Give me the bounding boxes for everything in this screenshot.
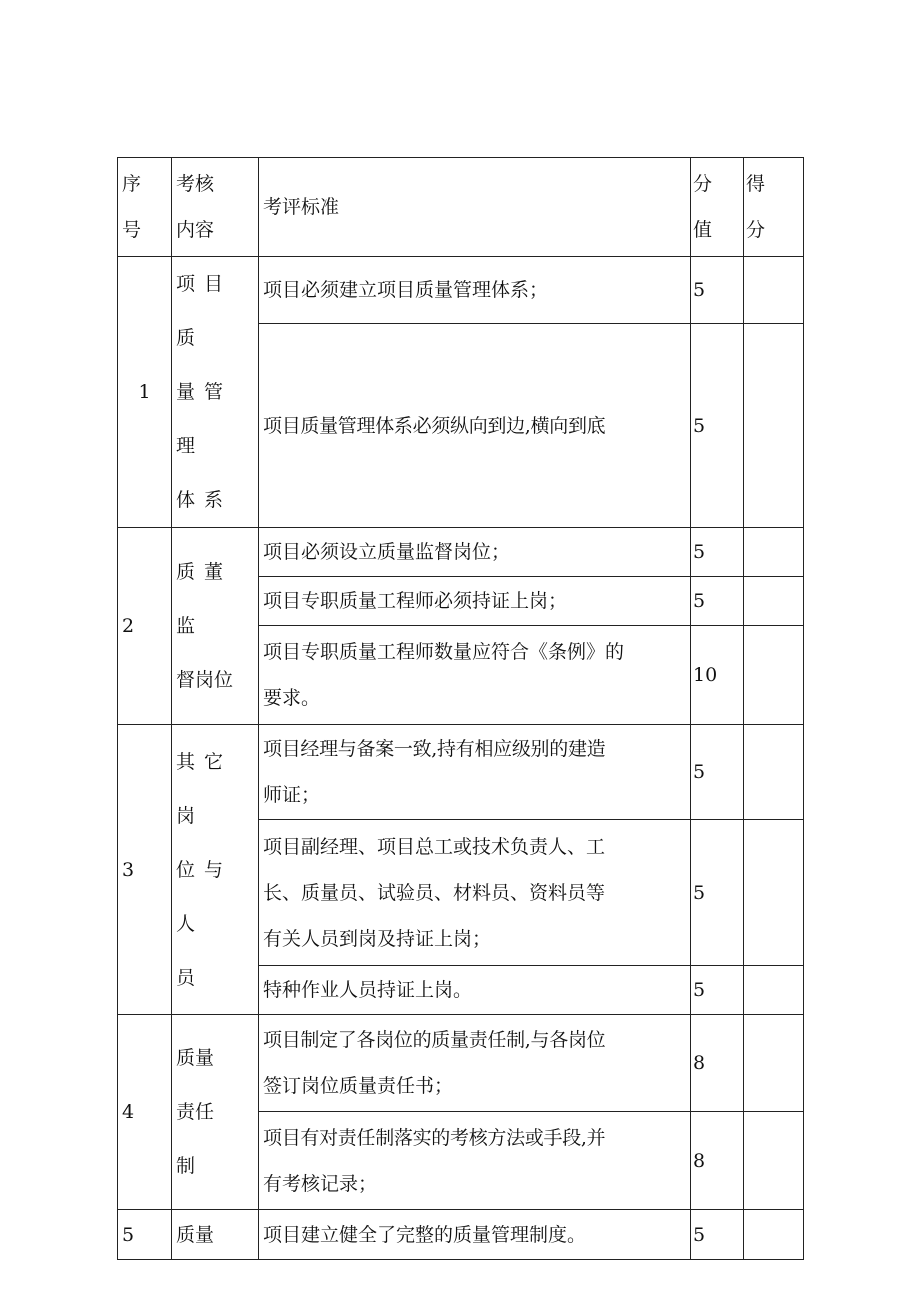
section-content: 质董监 督岗位 bbox=[172, 528, 259, 725]
score-cell[interactable] bbox=[744, 577, 804, 626]
score-cell[interactable] bbox=[744, 820, 804, 966]
criterion-points: 5 bbox=[691, 577, 744, 626]
criterion-text: 项目质量管理体系必须纵向到边,横向到底 bbox=[259, 324, 691, 528]
criterion-text: 特种作业人员持证上岗。 bbox=[259, 966, 691, 1015]
header-seq: 序 号 bbox=[118, 158, 172, 257]
table-row bbox=[118, 528, 804, 577]
header-points: 分 值 bbox=[691, 158, 744, 257]
criterion-points: 5 bbox=[691, 966, 744, 1015]
criterion-points: 5 bbox=[691, 820, 744, 966]
criterion-points: 5 bbox=[691, 324, 744, 528]
criterion-text: 项目制定了各岗位的质量责任制,与各岗位 签订岗位质量责任书； bbox=[259, 1015, 691, 1112]
section-seq: 4 bbox=[118, 1015, 172, 1210]
score-cell[interactable] bbox=[744, 1210, 804, 1260]
score-cell[interactable] bbox=[744, 626, 804, 725]
score-cell[interactable] bbox=[744, 1112, 804, 1210]
assessment-table bbox=[117, 157, 804, 1260]
section-content: 质量 责任 制 bbox=[172, 1015, 259, 1210]
criterion-points: 5 bbox=[691, 725, 744, 820]
criterion-points: 5 bbox=[691, 528, 744, 577]
score-cell[interactable] bbox=[744, 257, 804, 324]
table-row bbox=[118, 1015, 804, 1112]
criterion-points: 8 bbox=[691, 1015, 744, 1112]
table-row bbox=[118, 257, 804, 324]
header-content: 考核 内容 bbox=[172, 158, 259, 257]
header-score: 得 分 bbox=[744, 158, 804, 257]
header-row bbox=[118, 158, 804, 257]
section-seq: 2 bbox=[118, 528, 172, 725]
score-cell[interactable] bbox=[744, 1015, 804, 1112]
score-cell[interactable] bbox=[744, 966, 804, 1015]
criterion-points: 10 bbox=[691, 626, 744, 725]
criterion-points: 5 bbox=[691, 257, 744, 324]
criterion-text: 项目经理与备案一致,持有相应级别的建造 师证； bbox=[259, 725, 691, 820]
section-seq: 5 bbox=[118, 1210, 172, 1260]
section-content: 项目质 量管理 体系 bbox=[172, 257, 259, 528]
criterion-points: 8 bbox=[691, 1112, 744, 1210]
criterion-text: 项目建立健全了完整的质量管理制度。 bbox=[259, 1210, 691, 1260]
score-cell[interactable] bbox=[744, 725, 804, 820]
criterion-text: 项目副经理、项目总工或技术负责人、工 长、质量员、试验员、材料员、资料员等 有关人员到岗及持证上岗； bbox=[259, 820, 691, 966]
criterion-text: 项目必须建立项目质量管理体系； bbox=[259, 257, 691, 324]
table-row bbox=[118, 725, 804, 820]
table-row bbox=[118, 1210, 804, 1260]
criterion-text: 项目必须设立质量监督岗位； bbox=[259, 528, 691, 577]
criterion-text: 项目有对责任制落实的考核方法或手段,并 有考核记录； bbox=[259, 1112, 691, 1210]
section-seq: 1 bbox=[118, 257, 172, 528]
criterion-points: 5 bbox=[691, 1210, 744, 1260]
header-standard: 考评标准 bbox=[259, 158, 691, 257]
criterion-text: 项目专职质量工程师数量应符合《条例》的 要求。 bbox=[259, 626, 691, 725]
score-cell[interactable] bbox=[744, 324, 804, 528]
score-cell[interactable] bbox=[744, 528, 804, 577]
criterion-text: 项目专职质量工程师必须持证上岗； bbox=[259, 577, 691, 626]
section-content: 其它岗 位与人 员 bbox=[172, 725, 259, 1015]
section-content: 质量 bbox=[172, 1210, 259, 1260]
section-seq: 3 bbox=[118, 725, 172, 1015]
